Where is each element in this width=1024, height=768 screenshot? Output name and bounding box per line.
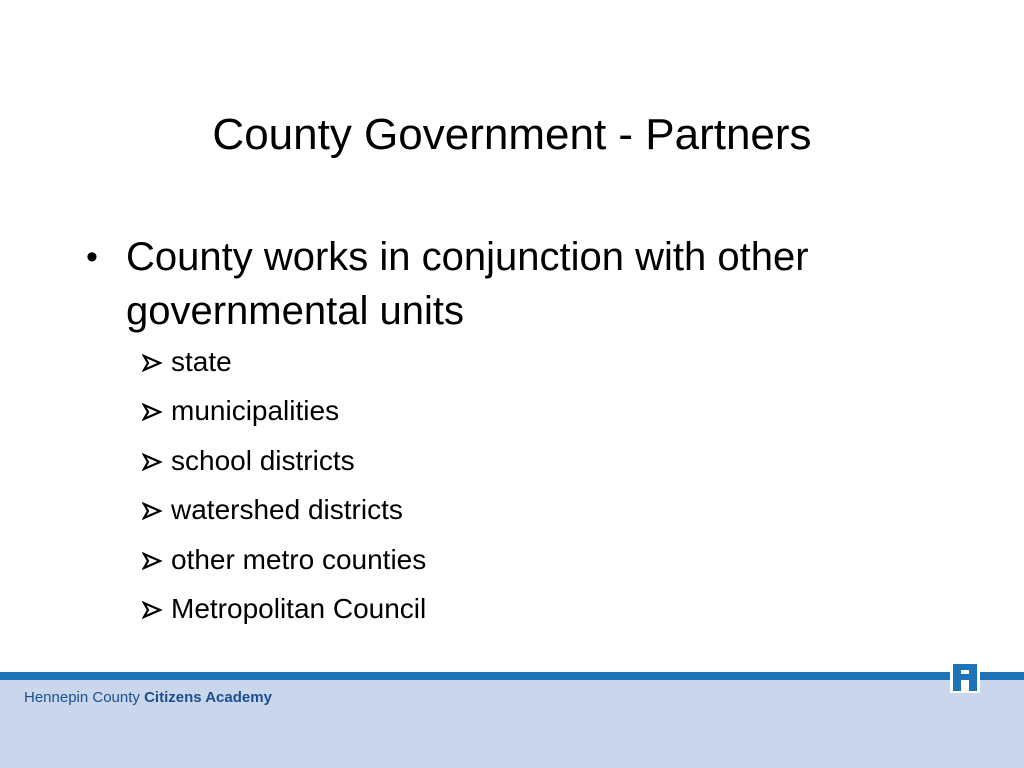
sub-bullet-item [142, 445, 966, 494]
footer-program-name: Citizens Academy [144, 689, 272, 706]
bullet-list [86, 230, 966, 642]
sub-bullet-text: watershed districts [171, 494, 403, 526]
footer-org-name: Hennepin County [24, 689, 140, 706]
footer-divider-line [0, 672, 1024, 680]
bullet-dot-icon: • [86, 238, 98, 276]
arrow-bullet-icon [142, 403, 164, 421]
main-bullet-text: County works in conjunction with other governmental units [126, 235, 809, 333]
sub-bullet-item [142, 544, 966, 593]
arrow-bullet-icon [142, 453, 164, 471]
footer-band [0, 672, 1024, 768]
sub-bullet-item [142, 346, 966, 395]
main-bullet-item [86, 230, 966, 338]
footer-branding [24, 689, 272, 706]
sub-bullet-text: other metro counties [171, 543, 427, 575]
sub-bullet-item [142, 395, 966, 444]
arrow-bullet-icon [142, 601, 164, 619]
sub-bullet-text: Metropolitan Council [171, 592, 427, 624]
sub-bullet-text: state [171, 346, 232, 377]
slide-title: County Government - Partners [212, 110, 812, 159]
arrow-bullet-icon [142, 552, 164, 570]
hennepin-h-logo-icon [950, 661, 980, 693]
arrow-bullet-icon [142, 502, 164, 520]
sub-bullet-item [142, 494, 966, 543]
sub-bullet-text: municipalities [171, 395, 340, 427]
sub-bullet-list [142, 346, 966, 642]
sub-bullet-text: school districts [171, 444, 355, 476]
arrow-bullet-icon [142, 354, 164, 372]
sub-bullet-item [142, 593, 966, 642]
